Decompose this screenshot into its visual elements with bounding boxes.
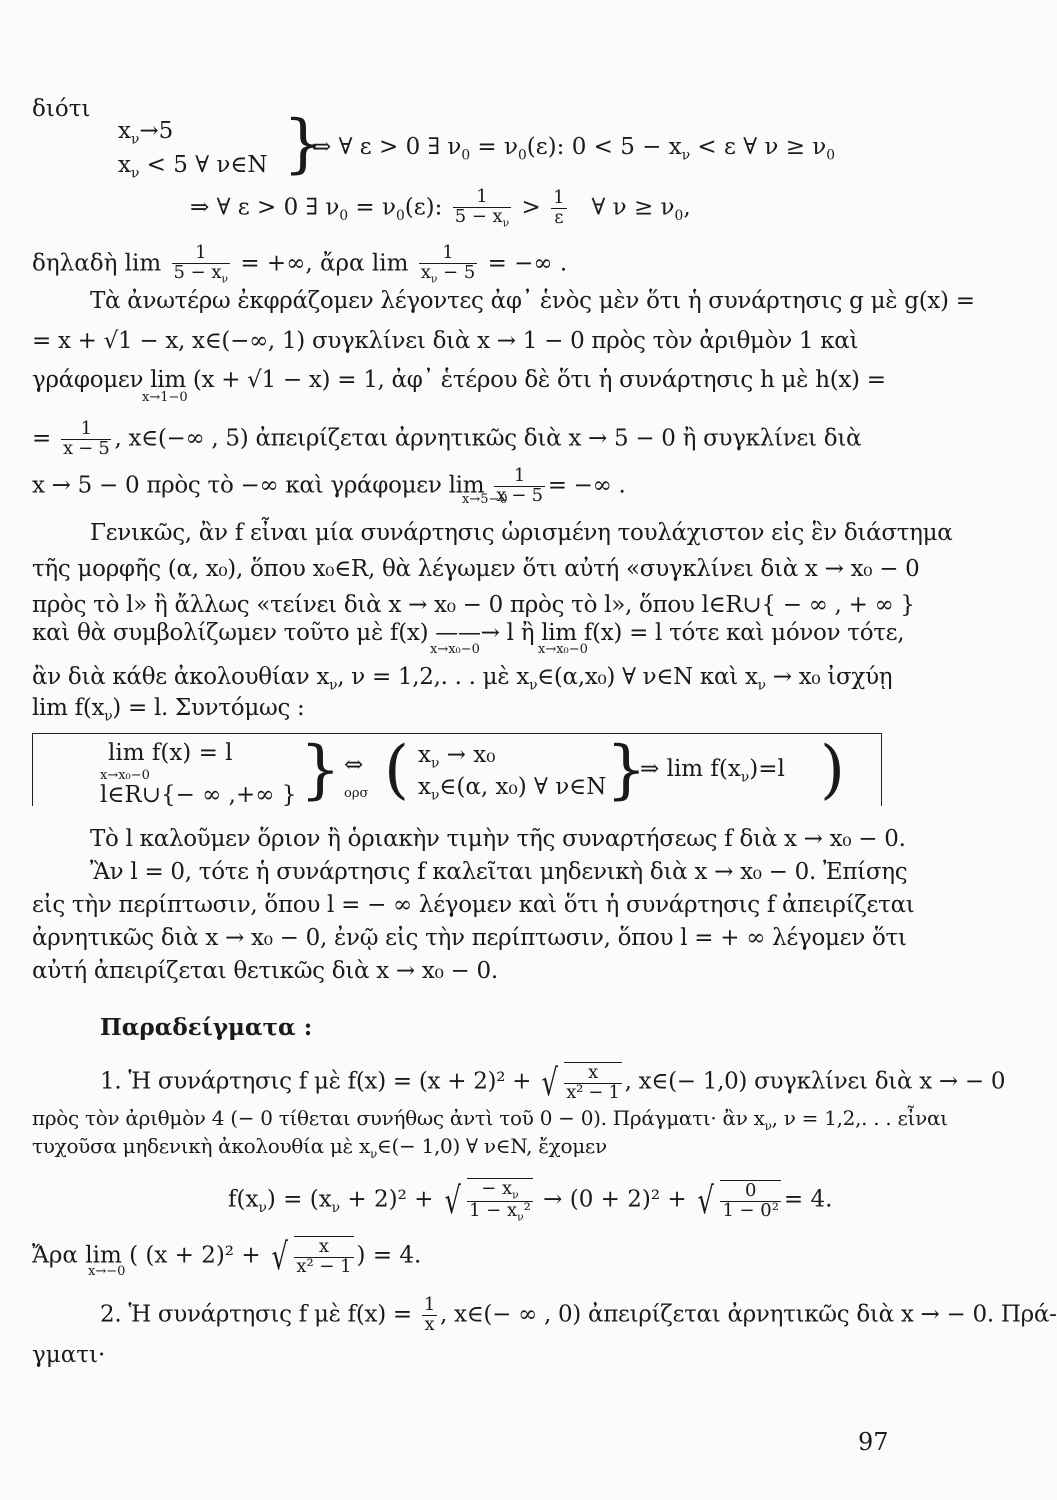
paragraph-line: Τὸ l καλοῦμεν ὅριον ἢ ὁριακὴν τιμὴν τῆς συναρτήσεως f διὰ x → x₀ − 0. (90, 826, 906, 852)
limit-statement: δηλαδὴ lim $\frac{1}{5 - x_\nu}$ = +∞, ἄρα lim $\frac{1}{x_\nu - 5}$ = −∞ . (32, 242, 568, 286)
fraction: $\frac{1}{x - 5}$ (63, 418, 110, 459)
example-1-conclusion: Ἄρα lim ( (x + 2)² + √ $\frac{x}{\text{x² − 1}}$ ) = 4. (32, 1234, 422, 1278)
condition-1: $x_\nu\to 5$ (118, 118, 174, 148)
fraction: $\frac{1}{5 - x_\nu}$ (173, 242, 229, 286)
example-2: 2. Ἡ συνάρτησις f μὲ f(x) = $\frac{1}{x}$ , x∈(− ∞ , 0) ἀπειρίζεται ἀρνητικῶς διὰ x → − 0. Πρά- (100, 1294, 1057, 1335)
paragraph-line: αὐτή ἀπειρίζεται θετικῶς διὰ x → x₀ − 0. (32, 958, 498, 984)
right-brace: } (283, 107, 324, 181)
box-limit: lim f(x) = l (108, 740, 233, 766)
paragraph-line: τυχοῦσα μηδενικὴ ἀκολουθία μὲ $x_\nu\in(- 1,0)$ ∀ ν∈N, ἔχομεν (32, 1134, 607, 1161)
word-dioti: διότι (32, 96, 91, 122)
example-1-computation: $f(x_\nu) = (x_\nu + 2)^2$ + √ $\frac{- x_\nu}{1 - x_\nu^2}$ → (0 + 2)² + √ $\frac{0}{\text{1 − 0²}}$ = 4. (228, 1178, 833, 1224)
fraction: $\frac{x}{\text{x² − 1}}$ (296, 1236, 352, 1277)
implication-line-2: ⇒ ∀ ε > 0 ∃ $\nu_0 = \nu_0(\varepsilon)$: $\frac{1}{5 - x_\nu}$ > $\frac{1}{\varepsilon}$ ∀ $\nu \ge \nu_0$, (190, 186, 691, 230)
limit-subscript: x→x₀−0 (538, 642, 588, 657)
implication-line-1: ⇒ ∀ ε > 0 ∃ $\nu_0 = \nu_0(\varepsilon)$: $0 < 5 - x_\nu < \varepsilon$ ∀ $\nu \ge \nu_0$ (312, 134, 836, 164)
paragraph-line: γράφομεν lim (x + √1 − x) = 1, ἀφ᾽ ἑτέρου δὲ ὅτι ἡ συνάρτησις h μὲ h(x) = (32, 367, 886, 393)
limit-subscript: x→1−0 (142, 390, 188, 405)
paragraph-line: = $\frac{1}{x - 5}$ , x∈(−∞ , 5) ἀπειρίζεται ἀρνητικῶς διὰ x → 5 − 0 ἢ συγκλίνει διὰ (32, 418, 862, 459)
example-1: 1. Ἡ συνάρτησις f μὲ f(x) = (x + 2)² + √ $\frac{x}{\text{x² − 1}}$ , x∈(− 1,0) συγκλίνει διὰ x → − 0 (100, 1060, 1006, 1104)
right-brace: } (606, 733, 647, 807)
paragraph-line: Τὰ ἀνωτέρω ἐκφράζομεν λέγοντες ἀφ᾽ ἑνὸς μὲν ὅτι ἡ συνάρτησις g μὲ g(x) = (90, 288, 975, 314)
limit-subscript: x→5−0 (462, 492, 508, 507)
fraction: $\frac{- x_\nu}{1 - x_\nu^2}$ (469, 1178, 531, 1224)
fraction: $\frac{1}{x - 5}$ (496, 465, 543, 506)
box-seq-limit: $x_\nu \to x_0$ (418, 742, 496, 772)
condition-2: $x_\nu < 5$ ∀ ν∈N (118, 152, 268, 182)
limit-subscript: x→x₀−0 (430, 642, 480, 657)
examples-heading: Παραδείγματα : (100, 1014, 313, 1041)
fraction: $\frac{x}{\text{x² − 1}}$ (566, 1062, 620, 1103)
iff-label: ορσ (344, 786, 369, 801)
paragraph-line: καὶ θὰ συμβολίζωμεν τοῦτο μὲ f(x) ——→ l ἢ lim f(x) = l τότε καὶ μόνον τότε, (32, 620, 905, 646)
box-l-domain: l∈R∪{− ∞ ,+∞ } (100, 782, 297, 808)
paragraph-line: ἀρνητικῶς διὰ x → x₀ − 0, ἐνῷ εἰς τὴν περίπτωσιν, ὅπου l = + ∞ λέγομεν ὅτι (32, 925, 907, 951)
fraction: $\frac{1}{x}$ (423, 1294, 435, 1335)
paragraph-line: γματι· (32, 1342, 106, 1368)
fraction: $\frac{1}{5 - x_\nu}$ (454, 186, 510, 230)
paragraph-line: πρὸς τὸν ἀριθμὸν 4 (− 0 τίθεται συνήθως ἀντὶ τοῦ 0 − 0). Πράγματι· ἂν $x_\nu$, ν = 1,2,. . . εἶναι (32, 1106, 948, 1133)
page-number: 97 (858, 1428, 889, 1456)
fraction: $\frac{1}{x_\nu - 5}$ (420, 242, 476, 286)
paragraph-line: Ἂν l = 0, τότε ἡ συνάρτησις f καλεῖται μηδενικὴ διὰ x → x₀ − 0. Ἐπίσης (90, 859, 908, 885)
left-paren: ( (384, 733, 409, 807)
box-seq-domain: $x_\nu\in(\alpha$, x₀) ∀ ν∈N (418, 774, 607, 804)
paragraph-line: = x + √1 − x, x∈(−∞, 1) συγκλίνει διὰ x → 1 − 0 πρὸς τὸν ἀριθμὸν 1 καὶ (32, 328, 859, 354)
fraction: $\frac{0}{\text{1 − 0²}}$ (722, 1180, 779, 1221)
right-paren: ) (820, 733, 845, 807)
paragraph-line: πρὸς τὸ l» ἢ ἄλλως «τείνει διὰ x → x₀ − 0 πρὸς τὸ l», ὅπου l∈R∪{ − ∞ , + ∞ } (32, 592, 915, 618)
limit-subscript: x→−0 (88, 1264, 126, 1279)
box-conclusion: ⇒ $\lim f(x_\nu)=l$ (640, 756, 785, 786)
fraction: $\frac{1}{\varepsilon}$ (553, 187, 565, 228)
right-brace: } (300, 733, 341, 807)
paragraph-line: εἰς τὴν περίπτωσιν, ὅπου l = − ∞ λέγομεν καὶ ὅτι ἡ συνάρτησις f ἀπειρίζεται (32, 892, 915, 918)
iff-symbol: ⇔ (344, 752, 364, 778)
paragraph-line: Γενικῶς, ἂν f εἶναι μία συνάρτησις ὡρισμένη τουλάχιστον εἰς ἓν διάστημα (90, 520, 953, 546)
paragraph-line: $\lim f(x_\nu) = l$. Συντόμως : (32, 695, 305, 725)
paragraph-line: ἂν διὰ κάθε ἀκολουθίαν $x_\nu$, ν = 1,2,. . . μὲ $x_\nu\in(\alpha,x_0)$ ∀ ν∈N καὶ $x_\nu \to x_0$ ἰσχύῃ (32, 664, 893, 694)
paragraph-line: x → 5 − 0 πρὸς τὸ −∞ καὶ γράφομεν lim $\frac{1}{x - 5}$ = −∞ . (32, 465, 626, 506)
limit-subscript: x→x₀−0 (100, 768, 150, 783)
paragraph-line: τῆς μορφῆς (α, x₀), ὅπου x₀∈R, θὰ λέγωμεν ὅτι αὐτή «συγκλίνει διὰ x → x₀ − 0 (32, 556, 920, 582)
